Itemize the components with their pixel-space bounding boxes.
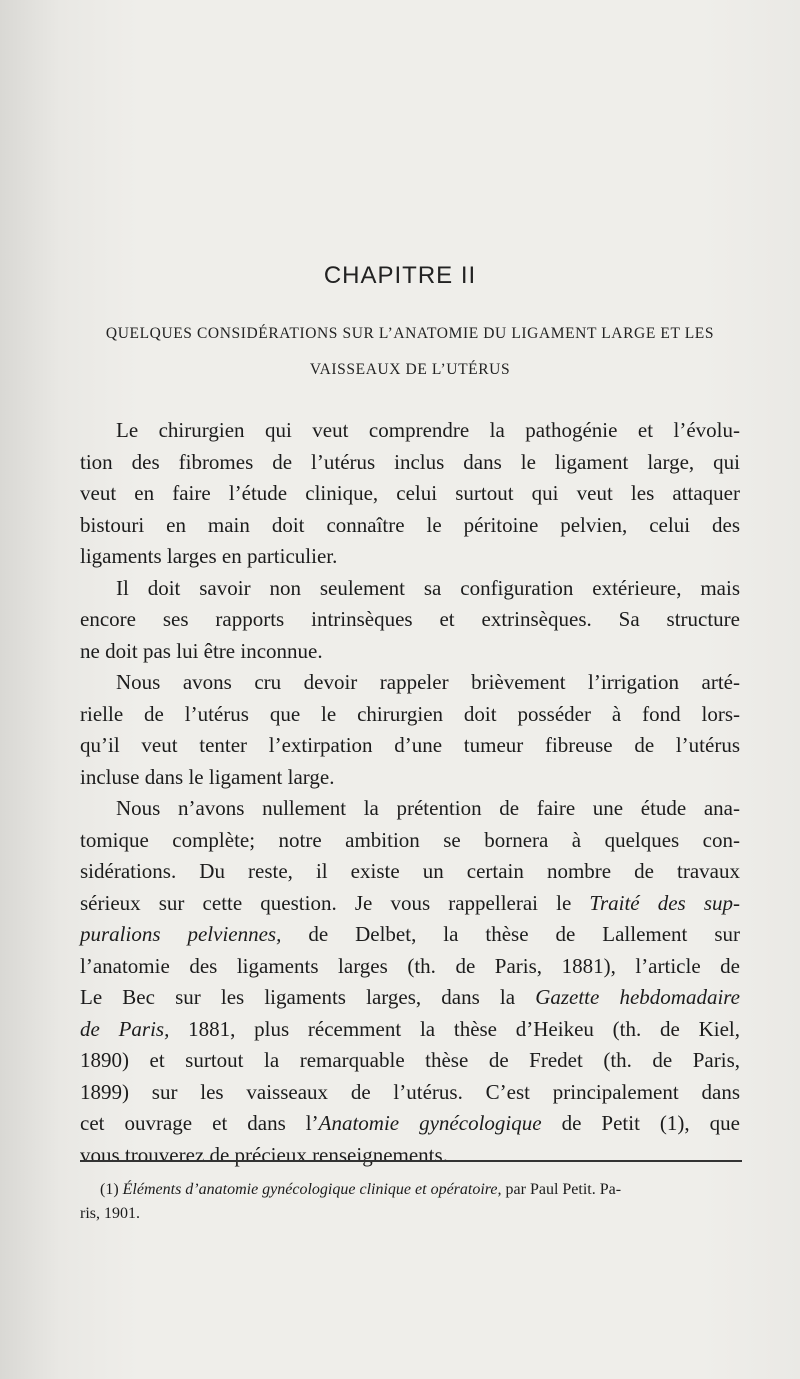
body-line: l’anatomie des ligaments larges (th. de Paris, 1881), l’article de: [80, 953, 740, 978]
body-line: qu’il veut tenter l’extirpation d’une tumeur fibreuse de l’utérus: [80, 733, 740, 757]
body-line: 1890) et surtout la remarquable thèse de Fredet (th. de Paris,: [80, 1048, 740, 1072]
footnote: [80, 1178, 742, 1226]
italic-title-pelviennes: puralions pelviennes,: [80, 922, 282, 946]
section-title: [80, 316, 740, 388]
body-line-mixed: [80, 888, 740, 920]
body-line-mixed: [80, 1014, 740, 1046]
chapter-title: CHAPITRE II: [323, 262, 477, 289]
footnote-rest: par Paul Petit. Pa-: [505, 1181, 622, 1198]
body-line: ne doit pas lui être inconnue.: [80, 638, 323, 663]
section-title-line-1: QUELQUES CONSIDÉRATIONS SUR L’ANATOMIE DU LIGAMENT LARGE ET LES: [105, 325, 715, 342]
body-line: tion des fibromes de l’utérus inclus dans le ligament large, qui: [80, 449, 740, 474]
body-line: bistouri en main doit connaître le péritoine pelvien, celui des: [80, 512, 740, 537]
italic-title-anatomie: Anatomie gynécologique: [318, 1111, 542, 1135]
body-line: tomique complète; notre ambition se bornera à quelques con-: [80, 827, 740, 852]
body-text: [80, 415, 740, 1171]
body-line-mixed: [80, 1108, 740, 1140]
body-segment: de Delbet, la thèse de Lallement sur: [308, 922, 741, 946]
body-line: encore ses rapports intrinsèques et extrinsèques. Sa structure: [80, 607, 740, 631]
italic-title-gazette: Gazette hebdomadaire: [535, 985, 741, 1009]
body-line: Nous avons cru devoir rappeler brièvement l’irrigation arté-: [116, 670, 740, 694]
italic-title-de-paris: de Paris,: [80, 1016, 170, 1041]
body-line: rielle de l’utérus que le chirurgien doit posséder à fond lors-: [80, 701, 740, 726]
body-segment: de Petit (1), que: [561, 1111, 741, 1135]
body-line: incluse dans le ligament large.: [80, 764, 335, 789]
body-line: vous trouverez de précieux renseignements.: [80, 1142, 448, 1167]
body-line: Il doit savoir non seulement sa configuration extérieure, mais: [116, 575, 740, 600]
body-line-mixed: [80, 982, 740, 1014]
body-line: Le chirurgien qui veut comprendre la pathogénie et l’évolu-: [116, 418, 740, 442]
body-line: veut en faire l’étude clinique, celui surtout qui veut les attaquer: [80, 481, 740, 505]
body-line: ligaments larges en particulier.: [80, 544, 338, 568]
footnote-marker: (1): [100, 1181, 119, 1198]
footnote-divider: [80, 1160, 742, 1162]
body-line: sidérations. Du reste, il existe un certain nombre de travaux: [80, 859, 740, 883]
body-line: 1899) sur les vaisseaux de l’utérus. C’est principalement dans: [80, 1079, 740, 1104]
body-line-mixed: [80, 919, 740, 951]
italic-title-traite: Traité des sup-: [589, 890, 741, 915]
footnote-line-2: ris, 1901.: [80, 1205, 140, 1222]
footnote-title: Éléments d’anatomie gynécologique clinique et opératoire,: [122, 1181, 502, 1198]
body-segment: Le Bec sur les ligaments larges, dans la: [80, 985, 516, 1009]
body-line: Nous n’avons nullement la prétention de faire une étude ana-: [116, 796, 740, 820]
footnote-line-1: [80, 1178, 742, 1202]
body-segment: 1881, plus récemment la thèse d’Heikeu (th. de Kiel,: [188, 1016, 741, 1041]
section-title-line-2: VAISSEAUX DE L’UTÉRUS: [309, 361, 511, 378]
body-segment: sérieux sur cette question. Je vous rappellerai le: [80, 890, 572, 915]
body-segment: cet ouvrage et dans l’: [80, 1111, 319, 1135]
